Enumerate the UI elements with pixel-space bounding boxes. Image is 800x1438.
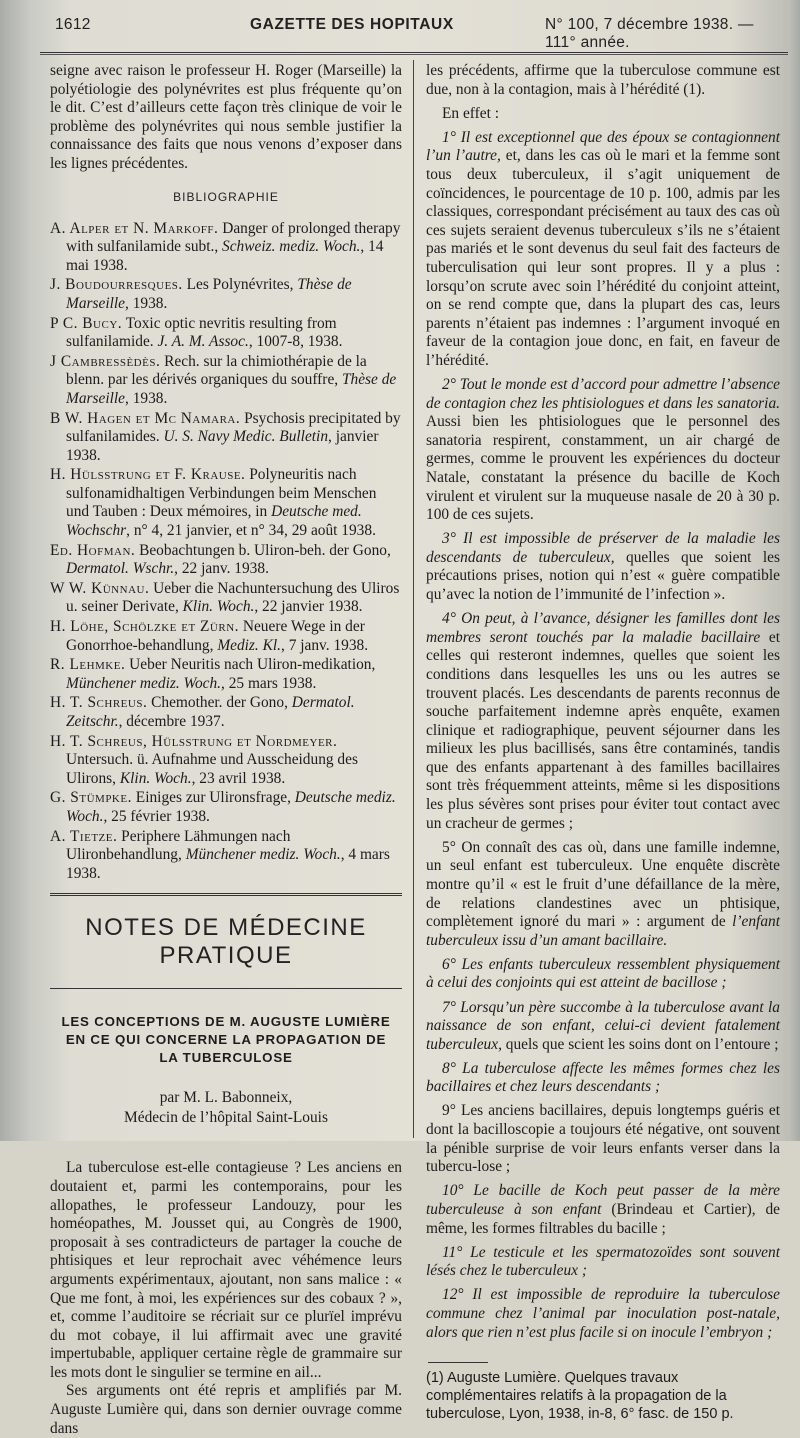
bib-title: Polyneuritis nach sulfonamidhaltigen Verbindungen beim Menschen und Tauben : Deux mémoires, in [66,466,377,521]
bibliography-entry [50,353,402,409]
footnote: (1) Auguste Lumière. Quelques travaux complémentaires relatifs à la propagation de la tuberculose, Lyon, 1938, in-8, 6° fasc. de 150 p. [426,1370,734,1423]
bibliography-entry [50,315,402,352]
argument-text: quelles que soient les précautions prises, notion qui n’est « guère compatible qu’avec la notion de l’immunité de l’infection ». [426,548,780,604]
bibliography-entry [50,828,402,884]
bib-author: H. Löhe, Schölzke et Zürn. [50,618,240,636]
bibliography-entry [50,656,402,693]
argument-paragraph [426,129,780,371]
bib-source: Münchener mediz. Woch. [185,846,341,864]
argument-paragraph [426,610,780,833]
bibliography-entry [50,580,402,617]
author-name: par M. L. Babonneix, [159,1089,293,1107]
argument-text: (Brindeau et Cartier), de même, les formes filtrables du bacille ; [426,1200,780,1237]
column-rule [413,60,414,1138]
bib-title: Untersuch. ü. Aufnahme und Ausscheidung des Ulirons, [66,751,358,787]
bib-title: Ueber die Nachuntersuchung des Uliros u. seiner Derivate, [66,579,400,616]
bib-author: H. T. Schreus. [50,694,148,712]
argument-list [426,129,780,1342]
bibliography-entry [50,410,402,466]
bib-title: Beobachtungen b. Uliron-beh. der Gono, [135,541,391,559]
bib-title: Periphere Lähmungen nach Ulironbehandlung, [66,827,291,864]
bib-author: G. Stümpke. [50,789,132,807]
bib-author: R. Lehmke. [50,656,126,674]
argument-paragraph [426,1244,780,1281]
argument-lead: 12° Il est impossible de reproduire la tuberculose commune chez l’animal par inoculation post-natale, alors que rien n’est plus facile si on inocule l’embryon ; [426,1286,780,1341]
article-paragraph: les précédents, affirme que la tuberculose commune est due, non à la contagion, mais à l’hérédité (1). [426,62,780,98]
bib-source: Dermatol. Wschr. [66,560,175,578]
argument-lead: 4° On peut, à l’avance, désigner les familles dont les membres seront touchés par la maladie bacillaire [426,610,780,646]
bib-source: Thèse de Marseille [66,371,397,407]
bib-author: J. Boudourresques. [50,276,183,294]
header-rule [40,52,788,55]
article-paragraph: La tuberculose est-elle contagieuse ? Les anciens en doutaient et, parmi les contemporains, pour les allopathes, le professeur Landouzy, pour les homéopathes, M. Jousset qui, au Congrès de 1900, proposait à ses contradicteurs de partager la couche de phtisiques et leur reprochait avec véhémence leurs arguments expérimentaux, ajoutant, non sans malice : « Que me font, à moi, les expériences sur des cobaux ? », et, comme l’auditoire se récriait sur ce plurïel imprévu du mot cobaye, il lui affirmait avec une gravité impertubable, appliquer certaine règle de grammaire sur les mots dont le singulier se termine en ail... [50,1159,402,1381]
bib-author: Ed. Hofman. [50,541,136,559]
bibliography-title: BIBLIOGRAPHIE [173,189,279,204]
bib-date: , 4 mars 1938. [66,846,390,882]
page-header [40,14,788,51]
section-rule-top [50,893,402,896]
argument-paragraph [426,999,780,1055]
argument-emphasis: l’enfant tuberculeux issu d’un amant bacillaire. [426,913,780,949]
bib-date: , 7 janv. 1938. [281,636,369,654]
bib-date: , 1007-8, 1938. [248,333,343,351]
bib-author: H. Hülsstrung et F. Krause. [50,466,246,484]
bib-title: Neuere Wege in der Gonorrhoe-behandlung, [66,618,365,654]
bib-date: , décembre 1937. [118,713,225,730]
bib-title: Rech. sur la chimiothérapie de la blenn. par les dérivés organiques du souffre, [66,352,367,389]
page-number: 1612 [55,16,91,33]
argument-lead: 1° Il est exceptionnel que des époux se contagionnent l’un l’autre, [426,128,780,165]
bib-title: Danger of prolonged therapy with sulfanilamide subt., [66,219,401,256]
argument-paragraph [426,1102,780,1176]
bib-title: Les Polynévrites, [182,276,298,294]
bibliography-entry [50,220,402,276]
argument-lead: 10° Le bacille de Koch peut passer de la mère tuberculeuse à son enfant [426,1182,780,1218]
left-column [50,62,402,1438]
argument-paragraph [426,376,780,525]
bib-author: H. T. Schreus, Hülsstrung et Nordmeyer. [50,732,338,750]
bib-source: Klin. Woch. [119,769,192,787]
argument-lead: 2° Tout le monde est d’accord pour admettre l’absence de contagion chez les phtisiologues et dans les sanatoria. [426,376,780,412]
argument-lead: 7° Lorsqu’un père succombe à la tuberculose avant la naissance de son enfant, celui-ci devient fatalement tuberculeux, [426,998,780,1053]
bib-date: , janvier 1938. [66,428,379,464]
argument-text: et, dans les cas où le mari et la femme sont tous deux tuberculeux, il s’agit uniquement de coïncidences, le pourcentage de 10 p. 100, admis par les classiques, correspondant précisément au taux des cas où ces sujets seraient devenus tuberculeux s’ils ne s’étaient pas mariés et le sont devenus du seul fait des facteurs de tuberculisation qui leur sont propres. Il y a plus : lorsqu’on scrute avec soin l’hérédité du conjoint atteint, on se rend compte que, dans la plupart des cas, leurs parents n’étaient pas indemnes : l’argument invoqué en faveur de la contagion joue donc, en fait, en faveur de l’hérédité. [426,147,780,369]
bib-title: Einiges zur Ulironsfrage, [131,789,295,807]
bibliography-list [50,220,402,884]
article-paragraph: Ses arguments ont été repris et amplifiés par M. Auguste Lumière qui, dans son dernier ouvrage comme dans [50,1382,402,1437]
bib-author: A. Alper et N. Markoff. [50,219,219,237]
bib-author: P C. Bucy. [50,314,123,332]
section-rule-bottom [50,988,402,989]
argument-paragraph [426,839,780,951]
bib-date: , n° 4, 21 janvier, et n° 34, 29 août 1938. [126,522,376,540]
right-column [426,62,780,1423]
bib-source: Klin. Woch. [182,598,255,616]
bibliography-entry [50,618,402,655]
article-title: LES CONCEPTIONS DE M. AUGUSTE LUMIÈRE EN CE QUI CONCERNE LA PROPAGATION DE LA TUBERCULOSE [61,1014,391,1066]
bibliography-entry [50,694,402,731]
journal-title: GAZETTE DES HOPITAUX [250,16,454,33]
bibliography-entry [50,466,402,540]
section-title: NOTES DE MÉDECINE PRATIQUE [85,914,367,970]
bib-source: J. A. M. Assoc. [157,333,249,351]
bib-source: Mediz. Kl. [217,636,282,654]
argument-paragraph [426,956,780,993]
bib-source: U. S. Navy Medic. Bulletin [163,428,329,446]
author-affiliation: Médecin de l’hôpital Saint-Louis [124,1109,328,1127]
bib-date: , 23 avril 1938. [191,769,286,787]
bibliography-entry [50,276,402,313]
bibliography-entry [50,733,402,789]
argument-paragraph [426,1060,780,1097]
bibliography-entry [50,542,402,579]
bib-author: J Cambressèdès. [50,352,161,370]
bib-author: A. Tietze. [50,827,118,845]
bib-date: , 22 janv. 1938. [174,560,269,578]
bib-date: , 1938. [125,389,168,407]
argument-lead: 11° Le testicule et les spermatozoïdes sont souvent lésés chez le tuberculeux ; [426,1243,780,1280]
intro-paragraph: seigne avec raison le professeur H. Roger (Marseille) la polyétiologie des polynévrites est plus fréquente qu’on le dit. C’est d’ailleurs cette façon très clinique de voir le problème des polynévrites qui nous semble justifier la connaissance des faits que nous venons d’exposer dans les lignes précédentes. [50,62,402,172]
bib-title: Psychosis precipitated by sulfanilamides. [66,409,401,446]
bib-source: Deutsche med. Wochschr [66,503,362,540]
argument-paragraph [426,1182,780,1238]
bib-source: Münchener mediz. Woch. [66,674,222,692]
bib-source: Deutsche mediz. Woch. [66,789,396,825]
bib-source: Dermatol. Zeitschr. [66,694,355,730]
bib-date: , 14 mai 1938. [66,238,384,274]
bib-author: W W. Künnau. [50,579,150,597]
argument-text: 9° Les anciens bacillaires, depuis longtemps guéris et dont la bacilloscopie a toujours été négative, ont souvent la pénible surprise de voir leurs enfants verser dans la tubercu-lose ; [426,1102,780,1176]
bib-title: Toxic optic nevritis resulting from sulfanilamide. [66,314,337,351]
bib-source: Schweiz. mediz. Woch. [222,238,361,256]
bib-source: Thèse de Marseille [66,276,352,312]
argument-paragraph [426,530,780,604]
argument-paragraph [426,1286,780,1342]
lead-in: En effet : [442,104,499,122]
argument-text: Aussi bien les phtisiologues que le personnel des sanatoria respirent, constamment, un air chargé de germes, comme le prouvent les expériences du docteur Natale, constatant la présence du bacille de Koch virulent et virulent sur la muqueuse nasale de 20 à 30 p. 100 de ces sujets. [426,413,780,524]
bib-date: , 25 mars 1938. [221,674,317,692]
argument-lead: 3° Il est impossible de préserver de la maladie les descendants de tuberculeux, [426,530,780,566]
bib-title: Ueber Neuritis nach Uliron-medikation, [125,656,376,674]
issue-info: N° 100, 7 décembre 1938. — 111° année. [545,16,754,51]
bib-title: Chemother. der Gono, [147,694,292,712]
argument-text: quels que scient les soins dont on l’entoure ; [501,1035,779,1053]
argument-text: 5° On connaît des cas où, dans une famille indemne, un seul enfant est tuberculeux. Une enquête discrète montre qu’il « est le fruit d’une défaillance de la mère, de relations clandestines avec un phtisique, complètement ignoré du mari » : argument de [426,838,780,931]
bib-date: , 1938. [125,294,168,312]
argument-text: et celles qui resteront indemnes, quelles que soient les conditions dans lesquelles les uns ou les autres se trouvent placés. Les descendants de parents reconnus de souche parfaitement indemne après enquête, examen clinique et radiographique, peuvent séjourner dans les milieux les plus bacillisés, sans être contaminés, tandis que des enfants appartenant à des familles bacillaires sont très fréquemment atteints, même si les dispositions les plus sévères sont prises pour éviter tout contact avec un cracheur de germes ; [426,628,780,832]
bibliography-entry [50,789,402,826]
footnote-rule [428,1362,488,1363]
article-author [50,1089,402,1107]
argument-lead: 8° La tuberculose affecte les mêmes formes chez les bacillaires et chez leurs descendants ; [426,1059,780,1096]
bib-date: , 25 février 1938. [103,807,210,825]
bib-author: B W. Hagen et Mc Namara. [50,409,241,427]
argument-lead: 6° Les enfants tuberculeux ressemblent physiquement à celui des conjoints qui est atteint de bacillose ; [426,955,780,992]
bib-date: , 22 janvier 1938. [254,598,363,616]
